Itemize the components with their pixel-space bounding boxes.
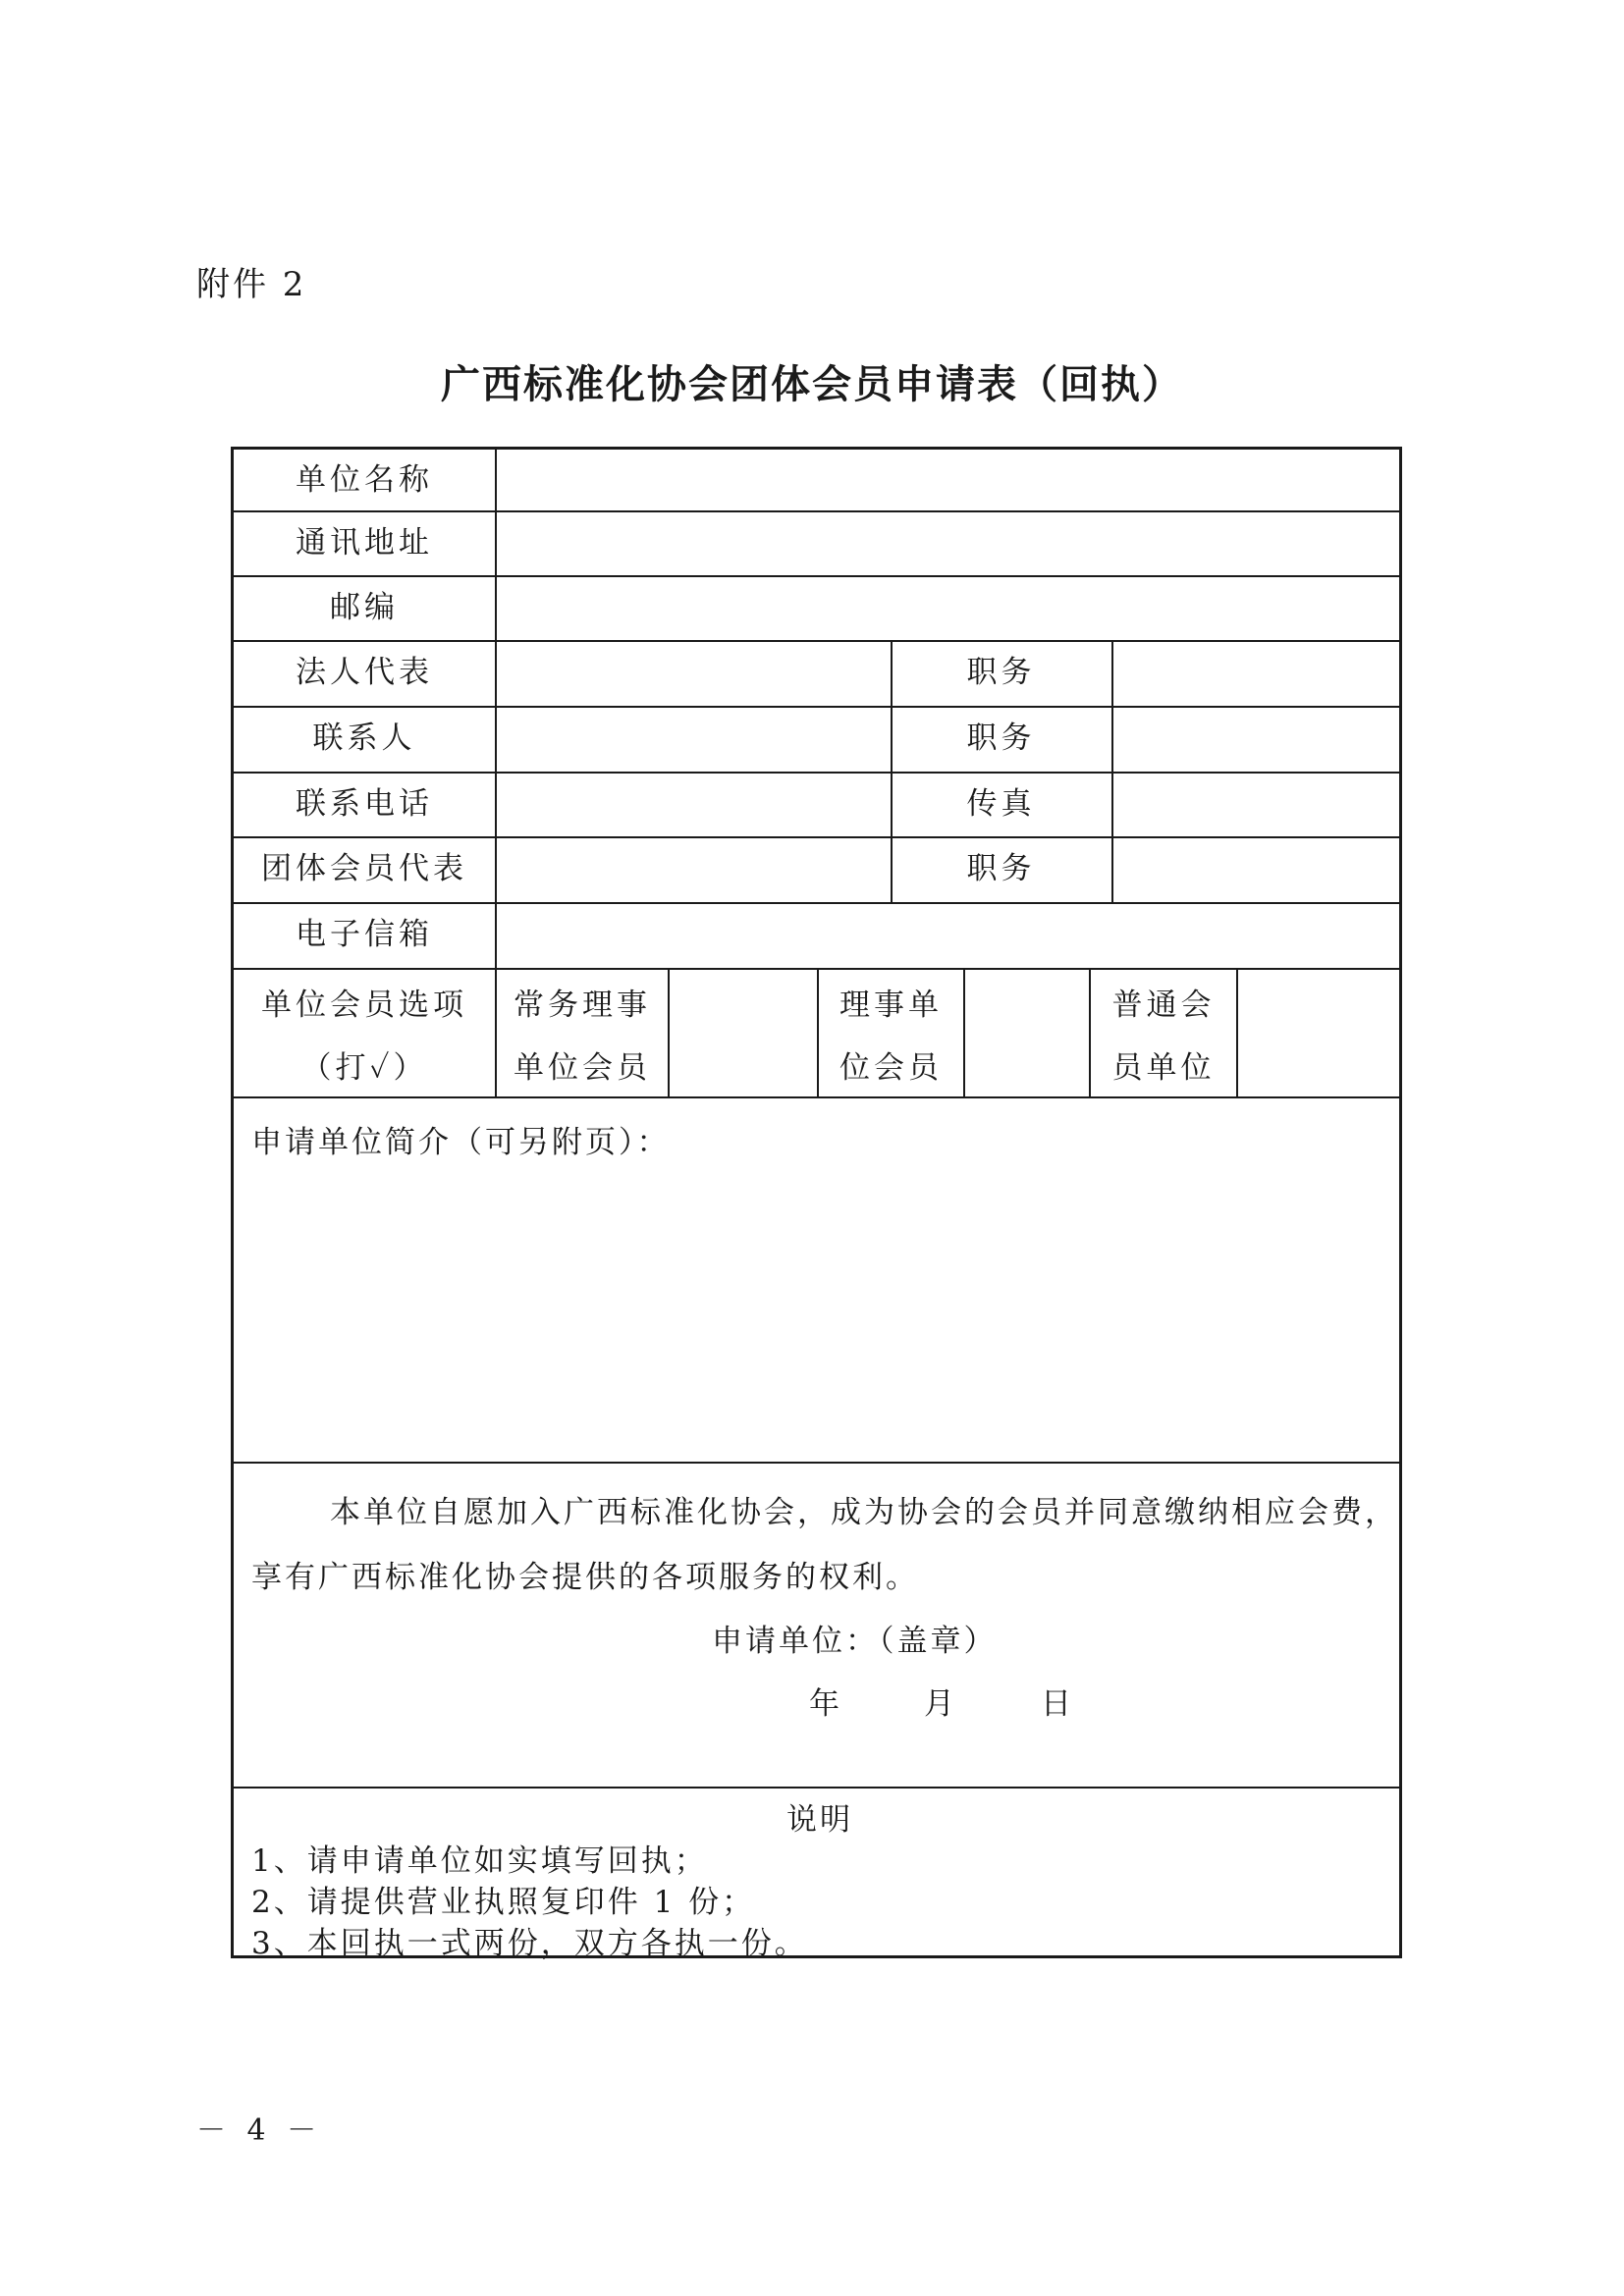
option-label-line2: 员单位 <box>1111 1050 1216 1087</box>
notes-item: 3、本回执一式两份，双方各执一份。 <box>251 1926 808 1961</box>
member-rep-position-label: 职务 <box>966 851 1036 886</box>
contact-position-label: 职务 <box>966 721 1036 756</box>
row-divider <box>234 1462 1399 1464</box>
member-rep-field[interactable] <box>497 838 891 902</box>
contact-position-field[interactable] <box>1113 708 1399 772</box>
applicant-seal-label: 申请单位：（盖章） <box>712 1624 998 1659</box>
date-day-label: 日 <box>1041 1686 1074 1722</box>
notes-title: 说明 <box>786 1802 853 1838</box>
fax-label: 传真 <box>966 785 1036 822</box>
option-label-line1: 普通会 <box>1111 987 1216 1023</box>
legal-rep-label: 法人代表 <box>296 655 433 690</box>
application-form <box>231 447 1402 1961</box>
declaration-line1: 本单位自愿加入广西标准化协会，成为协会的会员并同意缴纳相应会费， <box>330 1495 1398 1530</box>
contact-label: 联系人 <box>312 721 416 756</box>
contact-field[interactable] <box>497 708 891 772</box>
postcode-field[interactable] <box>497 577 1399 640</box>
notes-item: 2、请提供营业执照复印件 1 份； <box>251 1885 756 1920</box>
email-label: 电子信箱 <box>296 917 433 952</box>
phone-field[interactable] <box>497 774 891 836</box>
option-executive-director-checkbox[interactable] <box>670 970 817 1096</box>
member-rep-label: 团体会员代表 <box>261 851 467 886</box>
intro-label: 申请单位简介（可另附页）： <box>251 1125 671 1160</box>
option-ordinary-label <box>1091 970 1236 1096</box>
membership-option-label <box>234 970 495 1096</box>
option-label-line2: 位会员 <box>839 1050 943 1087</box>
address-field[interactable] <box>497 512 1399 575</box>
address-label: 通讯地址 <box>296 524 433 561</box>
legal-rep-field[interactable] <box>497 642 891 706</box>
option-label-line2: 单位会员 <box>514 1050 651 1087</box>
option-director-label <box>819 970 963 1096</box>
membership-label-line1: 单位会员选项 <box>261 987 467 1023</box>
email-field[interactable] <box>497 904 1399 968</box>
option-label-line1: 常务理事 <box>514 987 651 1023</box>
notes-item: 1、请申请单位如实填写回执； <box>251 1843 708 1879</box>
declaration-line2: 享有广西标准化协会提供的各项服务的权利。 <box>251 1560 919 1595</box>
page-number: － 4 － <box>196 2113 323 2148</box>
row-divider <box>234 1787 1399 1789</box>
option-director-checkbox[interactable] <box>965 970 1089 1096</box>
option-ordinary-checkbox[interactable] <box>1238 970 1399 1096</box>
intro-field[interactable] <box>234 1161 1399 1460</box>
row-divider <box>234 1096 1399 1098</box>
unit-name-label: 单位名称 <box>296 461 433 498</box>
fax-field[interactable] <box>1113 774 1399 836</box>
attachment-label: 附件 2 <box>196 265 307 304</box>
legal-rep-position-field[interactable] <box>1113 642 1399 706</box>
phone-label: 联系电话 <box>296 785 433 822</box>
postcode-label: 邮编 <box>330 589 399 625</box>
date-month-label: 月 <box>924 1686 957 1722</box>
member-rep-position-field[interactable] <box>1113 838 1399 902</box>
unit-name-field[interactable] <box>497 450 1399 510</box>
date-year-label: 年 <box>809 1686 842 1722</box>
form-title: 广西标准化协会团体会员申请表（回执） <box>441 362 1183 407</box>
option-label-line1: 理事单 <box>839 987 943 1023</box>
legal-rep-position-label: 职务 <box>966 655 1036 690</box>
membership-label-line2: （打✓） <box>300 1050 428 1087</box>
option-executive-director-label <box>497 970 668 1096</box>
